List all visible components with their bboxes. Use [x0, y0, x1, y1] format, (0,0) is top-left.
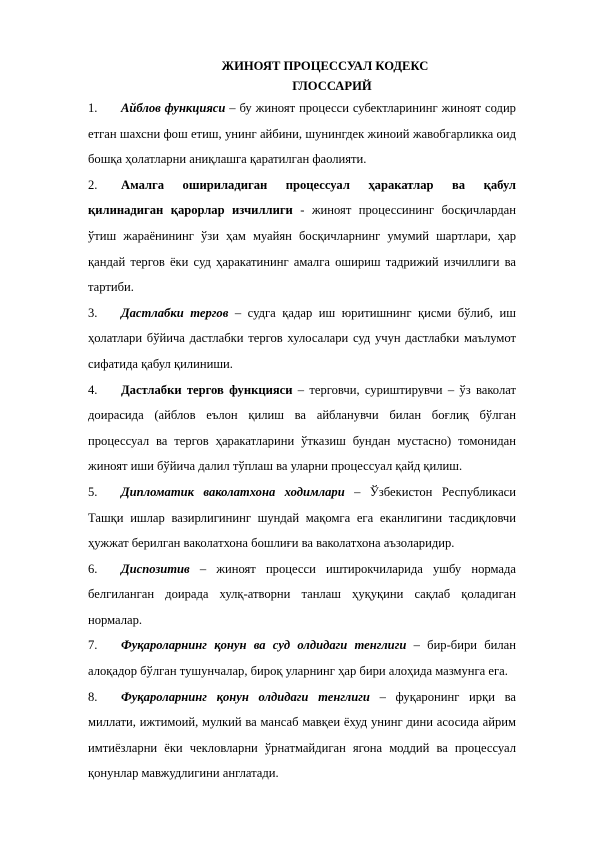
glossary-entry: [88, 633, 516, 684]
entry-term: Дастлабки тергов функцияси: [121, 382, 293, 397]
entry-term: Дипломатик ваколатхона ходимлари: [121, 484, 345, 499]
entry-term: Айблов функцияси: [121, 101, 226, 115]
entry-definition: – жиноят процесси иштирокчиларида ушбу нормада белгиланган доирада хулқ-атворни танлаш ҳуқуқини сақлаб қоладиган нормалар.: [88, 561, 516, 627]
entry-number: 7.: [88, 638, 98, 653]
entry-definition: - жиноят процессининг босқичлардан ўтиш жараёнининг ўзи ҳам муайян босқичларнинг умумий шартлари, ҳар қандай тергов ёки суд ҳаракатининг амалга ошириш тадрижий изчиллиги ва тартиби.: [88, 203, 516, 295]
glossary-entry: [88, 301, 516, 378]
entry-number: 1.: [88, 101, 98, 115]
glossary-entry: [88, 96, 516, 173]
entry-definition: – бу жиноят процесси субектларининг жиноят содир етган шахсни фош етиш, унинг айбини, шунингдек жиноий жавобгарликка оид бошқа ҳолатларни аниқлашга қаратилган фаолияти.: [88, 101, 516, 167]
document-page: [88, 56, 516, 787]
entry-number: 2.: [88, 177, 98, 192]
entry-number: 3.: [88, 305, 98, 320]
entry-number: 6.: [88, 561, 98, 576]
entry-number: 8.: [88, 689, 98, 704]
glossary-entry: [88, 557, 516, 634]
entry-definition: – судга қадар иш юритишнинг қисми бўлиб, иш ҳолатлари бўйича дастлабки тергов хулосалари суд учун дастлабки маълумот сифатида қабул қилиниши.: [88, 305, 516, 371]
entry-term: Диспозитив: [121, 561, 190, 576]
document-subtitle: ГЛОССАРИЙ: [292, 79, 372, 93]
entry-number: 4.: [88, 382, 98, 397]
entry-term: Фуқароларнинг қонун олдидаги тенглиги: [121, 689, 370, 704]
entry-term: Амалга ошириладиган процессуал ҳаракатлар ва қабул қилинадиган қарорлар изчиллиги: [88, 177, 516, 218]
entry-term: Дастлабки тергов: [121, 305, 229, 320]
entry-definition: – фуқаронинг ирқи ва миллати, ижтимоий, мулкий ва мансаб мавқеи ёхуд унинг дини асосида айрим имтиёзларни ёки чекловларни ўрнатмайдиган ягона моддий ва процессуал қонунлар мавжудлигини англатади.: [88, 689, 516, 781]
entry-definition: – бир-бири билан алоқадор бўлган тушунчалар, бироқ уларнинг ҳар бири алоҳида мазмунга ега.: [88, 638, 516, 679]
glossary-entry: [88, 685, 516, 787]
document-title: ЖИНОЯТ ПРОЦЕССУАЛ КОДЕКС: [221, 59, 429, 73]
glossary-entry: [88, 480, 516, 557]
entry-definition: – терговчи, суриштирувчи – ўз ваколат доирасида (айблов еълон қилиш ва айбланувчи билан боғлиқ бўлган процессуал ва тергов ҳаракатларини ўтказиш бундан мустасно) томонидан жиноят иши бўйича далил тўплаш ва уларни процессуал қайд қилиш.: [88, 382, 516, 474]
entry-definition: – Ўзбекистон Республикаси Ташқи ишлар вазирлигининг шундай мақомга ега еканлигини тасдиқловчи ҳужжат берилган ваколатхона бошлиғи ва ваколатхона аъзоларидир.: [88, 484, 516, 551]
entry-term: Фуқароларнинг қонун ва суд олдидаги тенглиги: [121, 638, 407, 653]
entry-number: 5.: [88, 484, 98, 499]
glossary-entry: [88, 378, 516, 480]
glossary-entry: [88, 173, 516, 301]
